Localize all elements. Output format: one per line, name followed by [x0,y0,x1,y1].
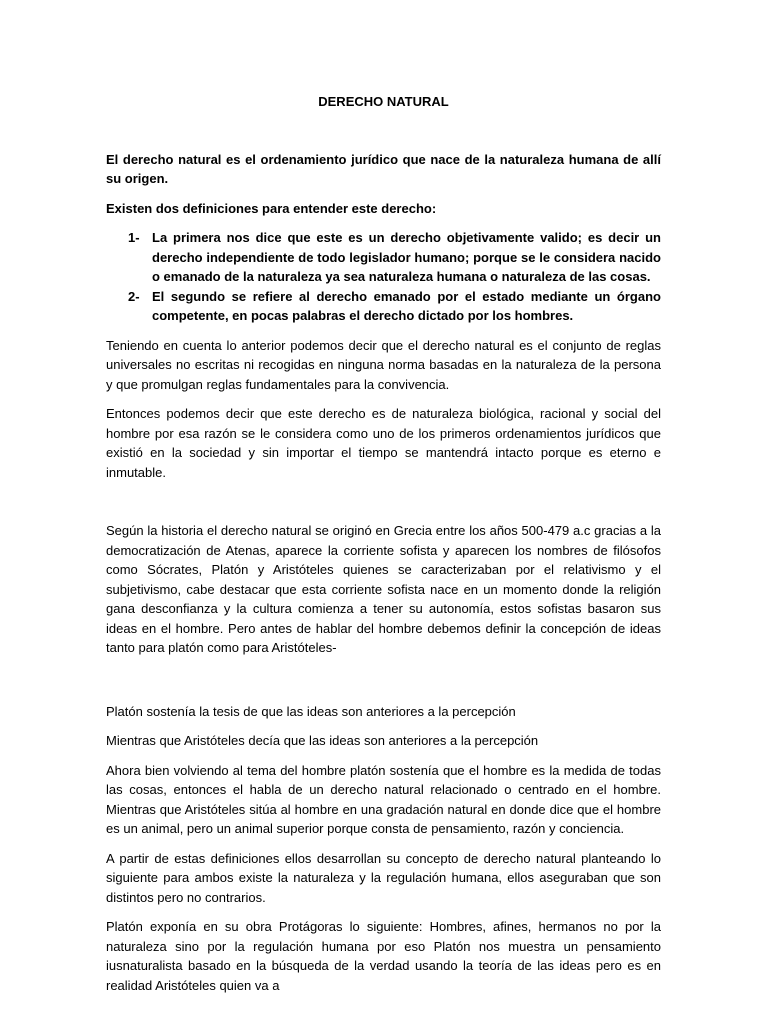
definition-number: 1- [128,230,140,245]
body-paragraph: Entonces podemos decir que este derecho es de naturaleza biológica, racional y social del hombre por esa razón se le considera como uno de los primeros ordenamientos jurídicos que existió en la sociedad y sin importar el tiempo se mantendrá intacto porque es eterno e inmutable. [106,406,661,480]
body-paragraph: Según la historia el derecho natural se originó en Grecia entre los años 500-479 a.c gracias a la democratización de Atenas, aparece la corriente sofista y aparecen los nombres de filósofos como Sócrates, Platón y Aristóteles quienes se caracterizaban por el relativismo y el subjetivismo, cabe destacar que esta corriente sofista nace en un momento donde la religión gana desconfianza y la cultura comienza a tener su autonomía, estos sofistas basaron sus ideas en el hombre. Pero antes de hablar del hombre debemos definir la concepción de ideas tanto para platón como para Aristóteles- [106,523,661,655]
body-paragraph: Platón sostenía la tesis de que las ideas son anteriores a la percepción [106,703,516,719]
definitions-lead: Existen dos definiciones para entender este derecho: [106,200,437,216]
body-paragraph: Mientras que Aristóteles decía que las ideas son anteriores a la percepción [106,733,539,748]
definitions-list [106,228,661,326]
body-paragraph: Ahora bien volviendo al tema del hombre platón sostenía que el hombre es la medida de todas las cosas, entonces el habla de un derecho natural relacionado o centrado en el hombre. Mientras que Aristóteles sitúa al hombre en una gradación natural en donde dice que el hombre es un animal, pero un animal superior porque consta de pensamiento, razón y conciencia. [106,762,661,836]
definition-text: El segundo se refiere al derecho emanado por el estado mediante un órgano competente, en pocas palabras el derecho dictado por los hombres. [152,288,661,323]
body-paragraph: A partir de estas definiciones ellos desarrollan su concepto de derecho natural planteando lo siguiente para ambos existe la naturaleza y la regulación humana, ellos aseguraban que son distintos pero no contrarios. [106,850,661,905]
document-title: DERECHO NATURAL [318,94,449,109]
document-page [106,92,661,1005]
definition-text: La primera nos dice que este es un derecho objetivamente valido; es decir un derecho independiente de todo legislador humano; porque se le considera nacido o emanado de la naturaleza ya sea naturaleza humana o naturaleza de las cosas. [152,230,661,284]
definition-item [106,228,661,287]
definition-item [106,287,661,326]
body-paragraph: Teniendo en cuenta lo anterior podemos decir que el derecho natural es el conjunto de reglas universales no escritas ni recogidas en ninguna norma basadas en la naturaleza de la persona y que promulgan reglas fundamentales para la convivencia. [106,337,661,392]
definition-number: 2- [128,288,140,304]
body-paragraph: Platón exponía en su obra Protágoras lo siguiente: Hombres, afines, hermanos no por la naturaleza sino por la regulación humana por eso Platón nos muestra un pensamiento iusnaturalista basado en la búsqueda de la verdad usando la teoría de las ideas pero es en realidad Aristóteles quien va a [106,919,661,993]
intro-paragraph: El derecho natural es el ordenamiento jurídico que nace de la naturaleza humana de allí su origen. [106,151,661,186]
